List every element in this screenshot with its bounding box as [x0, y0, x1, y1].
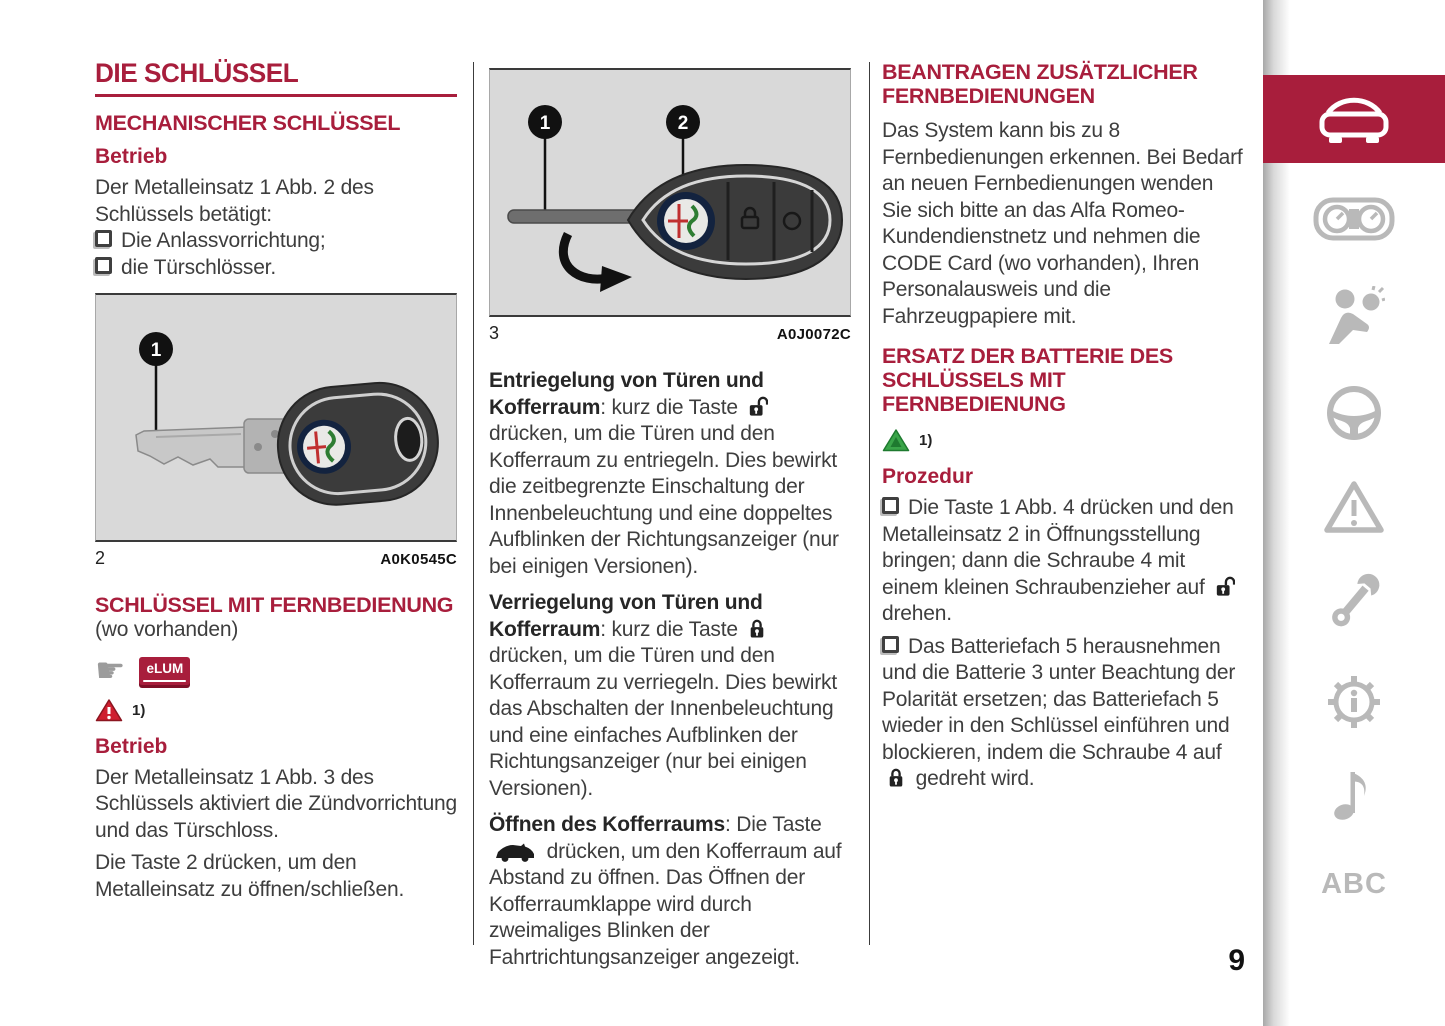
- mech-bullet-2: die Türschlösser.: [95, 255, 457, 282]
- section-heading-mechanical-key: MECHANISCHER SCHLÜSSEL: [95, 111, 401, 135]
- battery-step-1: Die Taste 1 Abb. 4 drücken und den Metalleinsatz 2 in Öffnungsstellung bringen; dann die Schraube 4 mit einem kleinen Schraubenzieher auf drehen.: [882, 496, 1234, 625]
- left-column: [95, 58, 457, 903]
- square-bullet-icon: [882, 636, 899, 653]
- subheading-betrieb-1: Betrieb: [95, 145, 168, 168]
- figure-3-code: A0J0072C: [776, 326, 851, 343]
- pointing-hand-icon: ☛: [95, 651, 126, 690]
- remote-para-2: Die Taste 2 drücken, um den Metalleinsatz zu öffnen/schließen.: [95, 851, 405, 901]
- remote-para-1: Der Metalleinsatz 1 Abb. 3 des Schlüssels aktiviert die Zündvorrichtung und das Türschloss.: [95, 765, 458, 842]
- mech-intro: Der Metalleinsatz 1 Abb. 2 des Schlüssels betätigt:: [95, 176, 374, 226]
- sidebar-tab-emergency[interactable]: [1263, 478, 1445, 536]
- square-bullet-icon: [882, 497, 899, 514]
- steering-wheel-icon: [1325, 384, 1383, 442]
- music-note-icon: [1331, 764, 1377, 822]
- page-number: 9: [1228, 944, 1245, 977]
- column-divider-2: [869, 62, 870, 945]
- section-heading-battery-replacement: ERSATZ DER BATTERIE DES SCHLÜSSELS MIT FERNBEDIENUNG: [882, 344, 1173, 416]
- sidebar-tab-safety[interactable]: [1263, 286, 1445, 346]
- middle-column: [489, 68, 851, 971]
- warning-reference-row: [95, 698, 457, 723]
- section-heading-additional-remotes: BEANTRAGEN ZUSÄTZLICHER FERNBEDIENUNGEN: [882, 60, 1198, 108]
- mech-bullet-1: Die Anlassvorrichtung;: [95, 228, 457, 255]
- sidebar-tab-technical-info[interactable]: [1263, 672, 1445, 732]
- subheading-betrieb-2: Betrieb: [95, 734, 168, 758]
- title-rule: [95, 94, 457, 97]
- mechanical-key-illustration: [96, 295, 456, 536]
- lock-paragraph: Verriegelung von Türen und Kofferraum: kurz die Taste drücken, um die Türen und den Kofferraum zu verriegeln. Dies bewirkt das Abschalten der Innenbeleuchtung und eine einfaches Aufblinken der Richtungsanzeiger (nur bei einigen Versionen).: [489, 591, 837, 800]
- unlock-paragraph: Entriegelung von Türen und Kofferraum: kurz die Taste drücken, um die Türen und den Kofferraum zu entriegeln. Dies bewirkt die zeitbegrenzte Einschaltung der Innenbeleuchtung und eine doppeltes Aufblinken der Richtungsanzeiger (nur bei einigen Versionen).: [489, 369, 839, 578]
- warning-triangle-icon: [1323, 478, 1385, 536]
- figure3-callout-1: 1: [539, 113, 551, 134]
- unlock-icon: [1215, 575, 1235, 598]
- figure-2-image: [95, 293, 457, 542]
- car-front-icon: [1315, 91, 1393, 147]
- recycling-note-ref: 1): [919, 432, 933, 449]
- figure-3-number: 3: [489, 323, 500, 343]
- figure-2-code: A0K0545C: [380, 551, 457, 568]
- sidebar-tab-multimedia[interactable]: [1263, 764, 1445, 822]
- instrument-panel-icon: [1312, 192, 1396, 246]
- sidebar-tab-maintenance[interactable]: [1263, 572, 1445, 632]
- recycling-reference-row: [882, 428, 1244, 453]
- lock-icon: [748, 617, 766, 640]
- abc-index-label: ABC: [1321, 868, 1387, 900]
- sidebar-tab-driving[interactable]: [1263, 384, 1445, 442]
- sidebar-tab-index[interactable]: [1263, 868, 1445, 901]
- remote-availability: (wo vorhanden): [95, 618, 239, 641]
- chapter-tab-sidebar: [1263, 0, 1445, 1026]
- trunk-release-icon: [494, 842, 536, 862]
- additional-remotes-body: Das System kann bis zu 8 Fernbedienungen erkennen. Bei Bedarf an neuen Fernbedienungen wenden Sie sich bitte an das Alfa Romeo-Kundendienstnetz und nehmen die CODE Card (wo vorhanden), Ihren Personalausweis und die Fahrzeugpapiere mit.: [882, 119, 1243, 328]
- wrench-icon: [1325, 572, 1383, 632]
- trunk-paragraph: Öffnen des Kofferraums: Die Taste drücken, um den Kofferraum auf Abstand zu öffnen. Das Öffnen der Kofferraumklappe wird durch zweimaliges Blinken der Fahrtrichtungsanzeiger angezeigt.: [489, 813, 842, 969]
- unlock-icon: [748, 395, 768, 418]
- elum-reference-row: [95, 651, 457, 690]
- column-divider-1: [473, 62, 474, 945]
- gear-info-icon: [1324, 672, 1384, 732]
- figure2-callout-1: 1: [150, 340, 162, 361]
- figure-2-caption: [95, 548, 457, 569]
- section-heading-remote-key: SCHLÜSSEL MIT FERNBEDIENUNG: [95, 593, 454, 617]
- square-bullet-icon: [95, 257, 112, 274]
- subheading-prozedur: Prozedur: [882, 465, 974, 488]
- green-triangle-icon: [882, 428, 910, 453]
- red-warning-triangle-icon: [95, 698, 123, 723]
- elum-book-icon: eLUM: [139, 657, 190, 685]
- warning-note-ref: 1): [132, 701, 146, 719]
- figure-2-number: 2: [95, 548, 106, 568]
- square-bullet-icon: [95, 230, 112, 247]
- lock-icon: [887, 766, 905, 789]
- right-column: [882, 60, 1244, 793]
- sidebar-tab-vehicle-active[interactable]: [1263, 75, 1445, 163]
- page-title: DIE SCHLÜSSEL: [95, 58, 299, 88]
- figure-3-caption: [489, 323, 851, 344]
- figure-3-image: [489, 68, 851, 317]
- sidebar-tab-dashboard[interactable]: [1263, 192, 1445, 246]
- airbag-person-icon: [1323, 286, 1385, 346]
- remote-key-illustration: [490, 70, 850, 311]
- battery-step-2: Das Batteriefach 5 herausnehmen und die Batterie 3 unter Beachtung der Polarität ersetzen; das Batteriefach 5 wieder in den Schlüssel einführen und blockieren, indem die Schraube 4 auf gedreht wird.: [882, 634, 1236, 790]
- figure3-callout-2: 2: [677, 113, 689, 134]
